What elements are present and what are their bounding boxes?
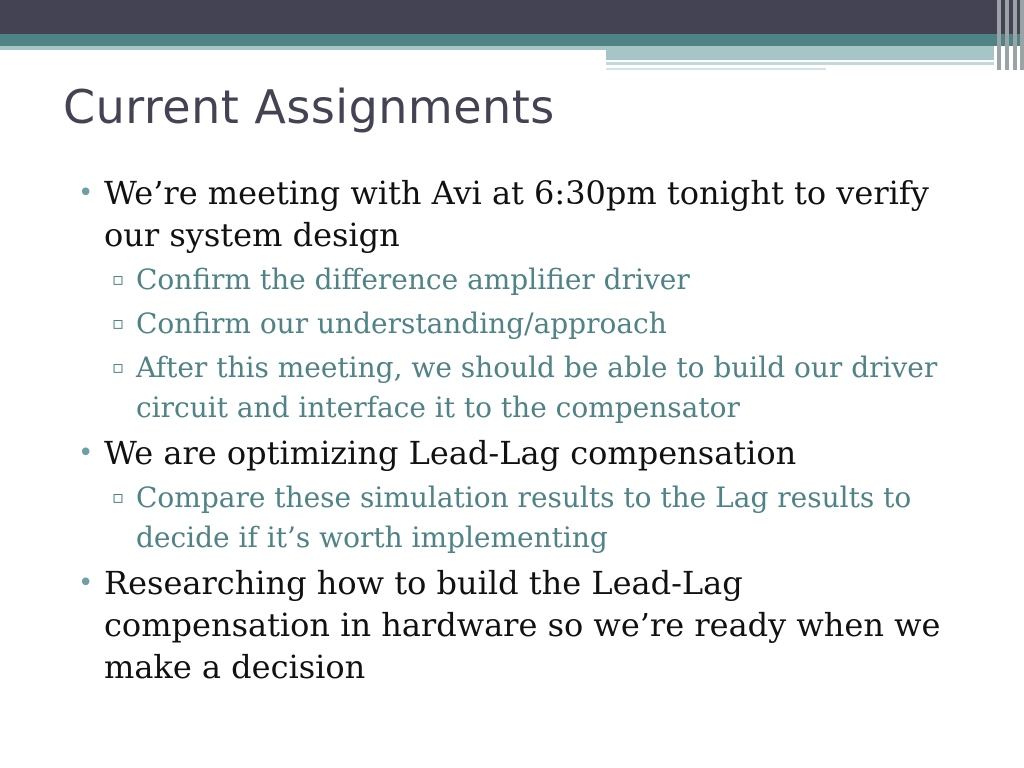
header-light-stripe-left: [0, 46, 606, 50]
bullet-item: [0, 172, 960, 428]
sub-bullet-text: Confirm our understanding/approach: [136, 307, 667, 340]
sub-bullet-list: [104, 478, 960, 558]
header-thin-line-short: [606, 68, 826, 70]
sub-bullet-item: [112, 304, 960, 344]
sub-bullet-text: After this meeting, we should be able to build our driver circuit and interface it to the compensator: [136, 351, 938, 424]
edge-bar: [997, 0, 1001, 70]
sub-bullet-square-icon: ▫: [112, 313, 125, 334]
bullet-item: [0, 432, 960, 558]
sub-bullet-square-icon: ▫: [112, 487, 125, 508]
bullet-dot-icon: •: [78, 568, 94, 598]
edge-bar: [1020, 0, 1024, 70]
slide-title: Current Assignments: [63, 80, 555, 134]
sub-bullet-text: Compare these simulation results to the Lag results to decide if it’s worth implementing: [136, 481, 912, 554]
sub-bullet-square-icon: ▫: [112, 357, 125, 378]
bullet-text: We are optimizing Lead-Lag compensation: [104, 434, 797, 472]
bullet-text: Researching how to build the Lead-Lag compensation in hardware so we’re ready when we make a decision: [104, 564, 941, 686]
header-thin-line: [606, 62, 994, 65]
bullet-dot-icon: •: [78, 178, 94, 208]
bullet-text: We’re meeting with Avi at 6:30pm tonight to verify our system design: [104, 174, 929, 254]
edge-bar: [1013, 0, 1017, 70]
bullet-item: [0, 562, 960, 688]
header-teal-stripe: [0, 34, 1024, 46]
sub-bullet-item: [112, 348, 960, 428]
bullet-dot-icon: •: [78, 438, 94, 468]
sub-bullet-text: Confirm the difference amplifier driver: [136, 263, 690, 296]
slide-content: [0, 172, 960, 690]
edge-bar: [1005, 0, 1009, 70]
sub-bullet-item: [112, 260, 960, 300]
sub-bullet-list: [104, 260, 960, 428]
header-dark-stripe: [0, 0, 1024, 34]
sub-bullet-square-icon: ▫: [112, 269, 125, 290]
sub-bullet-item: [112, 478, 960, 558]
header-light-stripe-right: [606, 46, 994, 60]
